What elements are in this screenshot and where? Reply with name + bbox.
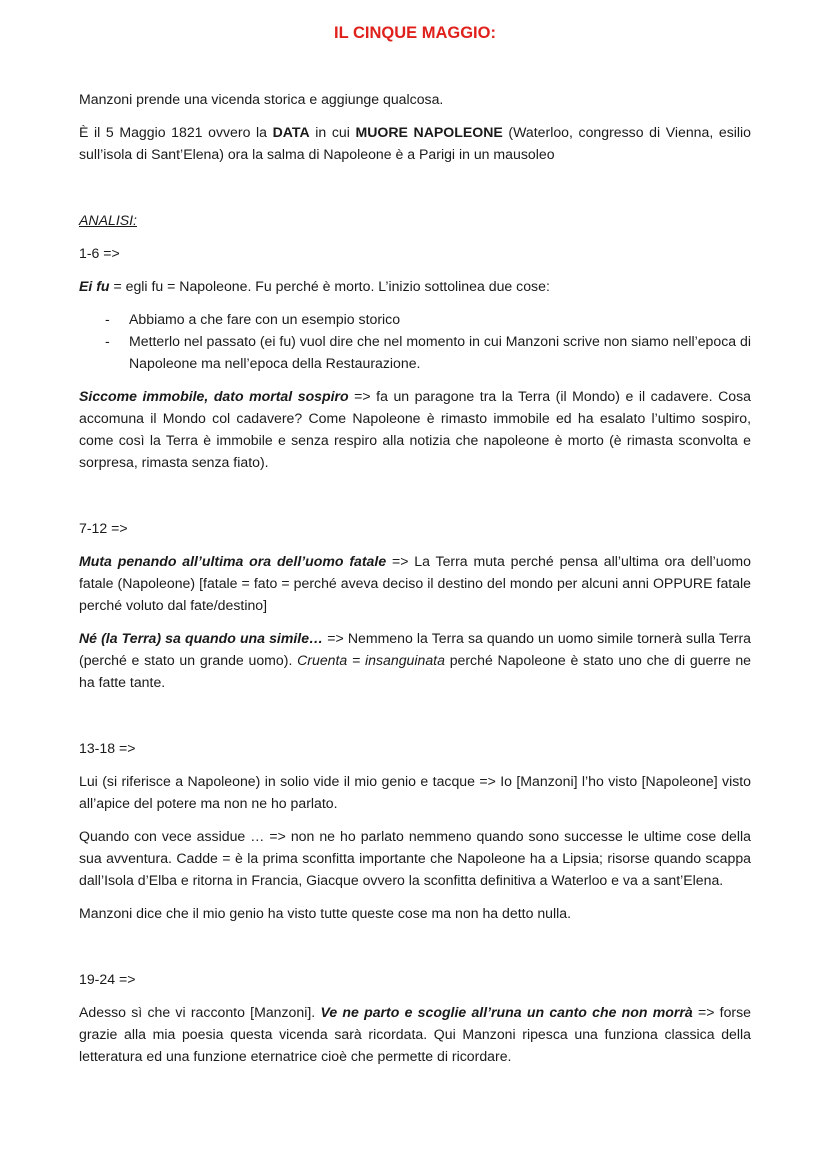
bold-italic-run: Né (la Terra) sa quando una simile… [79,630,324,646]
bold-italic-run: Ei fu [79,278,110,294]
section-range-1-6: 1-6 => [79,245,120,261]
list-item: - Abbiamo a che fare con un esempio storico [79,308,751,330]
section-range-19-24: 19-24 => [79,971,136,987]
bold-italic-run: Siccome immobile, dato mortal sospiro [79,388,349,404]
text-run: in cui [309,124,356,140]
document-page [79,22,751,1078]
section-1-paragraph-1 [79,275,751,297]
section-3-paragraph-3: Manzoni dice che il mio genio ha visto tutte queste cose ma non ha detto nulla. [79,905,572,921]
section-3-paragraph-2: Quando con vece assidue … => non ne ho parlato nemmeno quando sono successe le ultime cose della sua avventura. Cadde = è la prima sconfitta importante che Napoleone ha a Lipsia; risorse quando scappa dall’Isola d’Elba e ritorna in Francia, Giacque ovvero la sconfitta definitiva a Waterloo e va a sant’Elena. [79,828,751,888]
text-run: Adesso sì che vi racconto [Manzoni]. [79,1004,321,1020]
intro-paragraph-1: Manzoni prende una vicenda storica e aggiunge qualcosa. [79,91,444,107]
bullet-list [79,308,751,374]
page-title: IL CINQUE MAGGIO: [334,24,496,42]
section-1-paragraph-2 [79,385,751,473]
list-item: - Metterlo nel passato (ei fu) vuol dire che nel momento in cui Manzoni scrive non siamo nell’epoca di Napoleone ma nell’epoca della Restaurazione. [79,330,751,374]
section-2-paragraph-1 [79,550,751,616]
text-run: => Nemmeno la Terra sa quando un uomo simile tornerà sulla Terra (perché e stato un grande uomo). [79,630,751,668]
text-run: => forse grazie alla mia poesia questa vicenda sarà ricordata. Qui Manzoni ripesca una funziona classica della letteratura ed una funzione eternatrice cioè che permette di ricordare. [79,1004,752,1064]
analisi-heading: ANALISI: [79,212,137,228]
text-run: perché Napoleone è stato uno che di guerre ne ha fatte tante. [79,652,751,690]
text-run: È il 5 Maggio 1821 ovvero la [79,124,273,140]
bold-italic-run: Ve ne parto e scoglie all’runa un canto che non morrà [320,1004,693,1020]
section-2-paragraph-2 [79,627,751,693]
bold-run: DATA [272,124,310,140]
intro-paragraph-2 [79,121,751,165]
text-run: (Waterloo, congresso di Vienna, esilio sull’isola di Sant’Elena) ora la salma di Napoleone è a Parigi in un mausoleo [79,124,752,162]
italic-run: Cruenta = insanguinata [297,652,445,668]
text-run: => fa un paragone tra la Terra (il Mondo) e il cadavere. Cosa accomuna il Mondo col cadavere? Come Napoleone è rimasto immobile ed ha esalato l’ultimo sospiro, come così la Terra è immobile e senza respiro alla notizia che napoleone è morto (è rimasta sconvolta e sorpresa, rimasta senza fiato). [79,388,751,470]
section-range-7-12: 7-12 => [79,520,128,536]
section-4-paragraph-1 [79,1001,751,1067]
text-run: => La Terra muta perché pensa all’ultima ora dell’uomo fatale (Napoleone) [fatale = fato = perché aveva deciso il destino del mondo per alcuni anni OPPURE fatale perché voluto dal fate/destino] [79,553,751,613]
bold-italic-run: Muta penando all’ultima ora dell’uomo fatale [79,553,387,569]
bold-run: MUORE NAPOLEONE [355,124,503,140]
text-run: = egli fu = Napoleone. Fu perché è morto. L’inizio sottolinea due cose: [109,278,550,294]
section-range-13-18: 13-18 => [79,740,136,756]
section-3-paragraph-1: Lui (si riferisce a Napoleone) in solio vide il mio genio e tacque => Io [Manzoni] l’ho visto [Napoleone] visto all’apice del potere ma non ne ho parlato. [79,773,751,811]
